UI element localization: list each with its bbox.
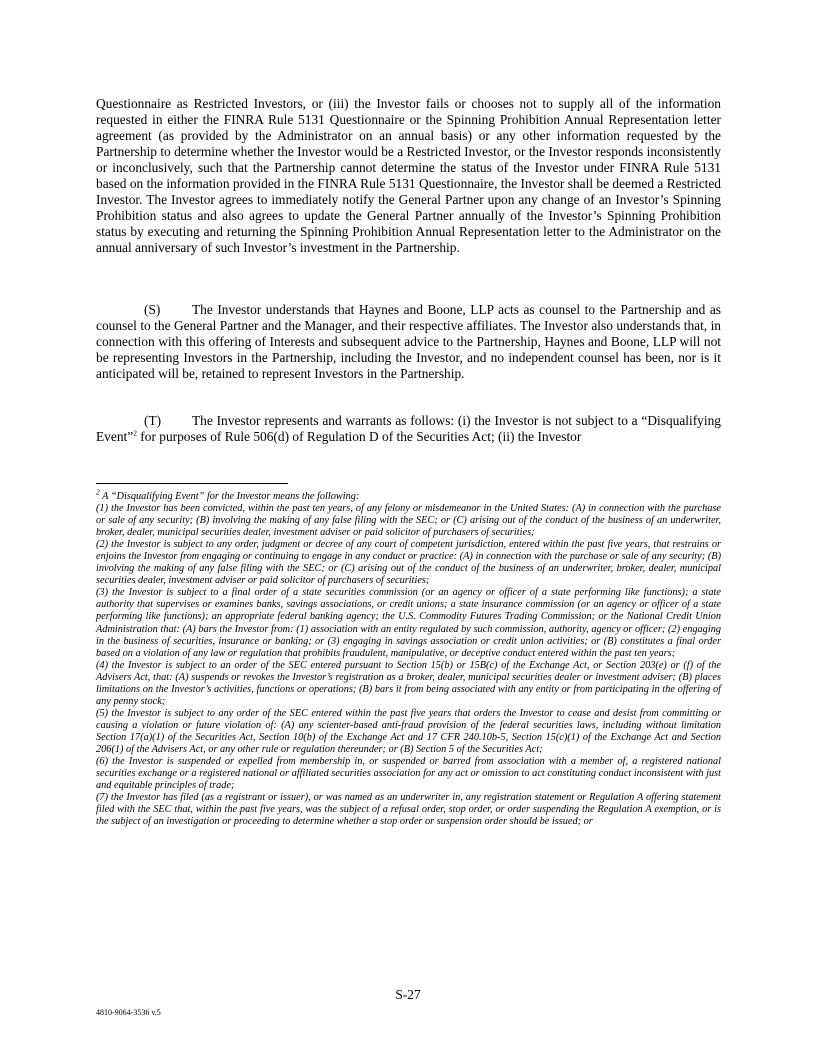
footnote-marker: 2 <box>96 487 100 497</box>
footnote-divider <box>96 483 288 484</box>
footnote-item-1: (1) the Investor has been convicted, within the past ten years, of any felony or misdemeanor in the United States: (A) in connection with the purchase or sale of any security; (B) involving the making of any false filing with the SEC; or (C) arising out of the conduct of the business of an underwriter, broker, dealer, municipal securities dealer, investment adviser or paid solicitor of purchasers of securities; <box>96 503 721 539</box>
footnote-block <box>96 487 721 828</box>
page-number: S-27 <box>395 987 421 1002</box>
paragraph-continuation: Questionnaire as Restricted Investors, or (iii) the Investor fails or chooses not to supply all of the information requested in either the FINRA Rule 5131 Questionnaire or the Spinning Prohibition Annual Representation letter agreement (as provided by the Administrator on an annual basis) or any other information requested by the Partnership to determine whether the Investor would be a Restricted Investor, or the Investor responds inconsistently or inconclusively, such that the Partnership cannot determine the status of the Investor under FINRA Rule 5131 based on the information provided in the FINRA Rule 5131 Questionnaire, the Investor shall be deemed a Restricted Investor. The Investor agrees to immediately notify the General Partner upon any change of an Investor’s Spinning Prohibition status and also agrees to update the General Partner annually of the Investor’s Spinning Prohibition status by executing and returning the Spinning Prohibition Annual Representation letter to the Administrator on the annual anniversary of such Investor’s investment in the Partnership. <box>96 96 721 255</box>
footnote-intro <box>96 487 721 503</box>
paragraph-s-text: The Investor understands that Haynes and Boone, LLP acts as counsel to the Partnership and as counsel to the General Partner and the Manager, and their respective affiliates. The Investor also understands that, in connection with this offering of Interests and subsequent advice to the Partnership, Haynes and Boone, LLP will not be representing Investors in the Partnership, including the Investor, and no independent counsel has been, nor is it anticipated will be, retained to represent Investors in the Partnership. <box>96 302 721 381</box>
footnote-item-5: (5) the Investor is subject to any order of the SEC entered within the past five years that orders the Investor to cease and desist from committing or causing a violation or future violation of: (A) any scienter-based anti-fraud provision of the federal securities laws, including without limitation Section 17(a)(1) of the Securities Act, Section 10(b) of the Exchange Act and 17 CFR 240.10b-5, Section 15(c)(1) of the Exchange Act and Section 206(1) of the Advisers Act, or any other rule or regulation thereunder; or (B) Section 5 of the Securities Act; <box>96 707 721 755</box>
footnote-item-2: (2) the Investor is subject to any order, judgment or decree of any court of competent jurisdiction, entered within the past five years, that restrains or enjoins the Investor from engaging or continuing to engage in any conduct or practice: (A) in connection with the purchase or sale of any security; (B) involving the making of any false filing with the SEC; or (C) arising out of the conduct of the business of an underwriter, broker, dealer, municipal securities dealer, investment adviser or paid solicitor of purchasers of securities; <box>96 539 721 587</box>
paragraph-t <box>96 413 721 445</box>
footnote-item-4: (4) the Investor is subject to an order of the SEC entered pursuant to Section 15(b) or 15B(c) of the Exchange Act, or Section 203(e) or (f) of the Advisers Act, that: (A) suspends or revokes the Investor’s registration as a broker, dealer, municipal securities dealer or investment adviser; (B) places limitations on the Investor’s activities, functions or operations; (B) bars it from being associated with any entity or from participating in the offering of any penny stock; <box>96 659 721 707</box>
footnote-reference[interactable]: 2 <box>133 428 137 438</box>
paragraph-t-text-b: for purposes of Rule 506(d) of Regulation D of the Securities Act; (ii) the Investor <box>136 428 582 444</box>
document-id: 4810-9064-3536 v.5 <box>96 1008 161 1017</box>
paragraph-label-s: (S) <box>144 302 161 317</box>
footnote-item-6: (6) the Investor is suspended or expelled from membership in, or suspended or barred from association with a member of, a registered national securities exchange or a registered national or affiliated securities association for any act or omission to act constituting conduct inconsistent with just and equitable principles of trade; <box>96 756 721 792</box>
paragraph-t-text-a: The Investor represents and warrants as follows: (i) the Investor is not subject to a “Disqualifying Event” <box>96 413 721 444</box>
paragraph-label-t: (T) <box>144 413 162 428</box>
footnote-item-3: (3) the Investor is subject to a final order of a state securities commission (or an agency or officer of a state performing like functions); a state authority that supervises or examines banks, savings associations, or credit unions; a state insurance commission (or an agency or officer of a state performing like functions); an appropriate federal banking agency; the U.S. Commodity Futures Trading Commission; or the National Credit Union Administration that: (A) bars the Investor from: (1) association with an entity regulated by such commission, authority, agency or officer; (2) engaging in the business of securities, insurance or banking; or (3) engaging in savings association or credit union activities; or (B) constitutes a final order based on a violation of any law or regulation that prohibits fraudulent, manipulative, or deceptive conduct entered within the past ten years; <box>96 587 721 659</box>
footnote-intro-text: A “Disqualifying Event” for the Investor means the following: <box>99 491 360 502</box>
footnote-item-7: (7) the Investor has filed (as a registrant or issuer), or was named as an underwriter in, any registration statement or Regulation A offering statement filed with the SEC that, within the past five years, was the subject of a refusal order, stop order, or order suspending the Regulation A exemption, or is the subject of an investigation or proceeding to determine whether a stop order or suspension order should be issued; or <box>96 792 721 828</box>
paragraph-s <box>96 302 721 382</box>
